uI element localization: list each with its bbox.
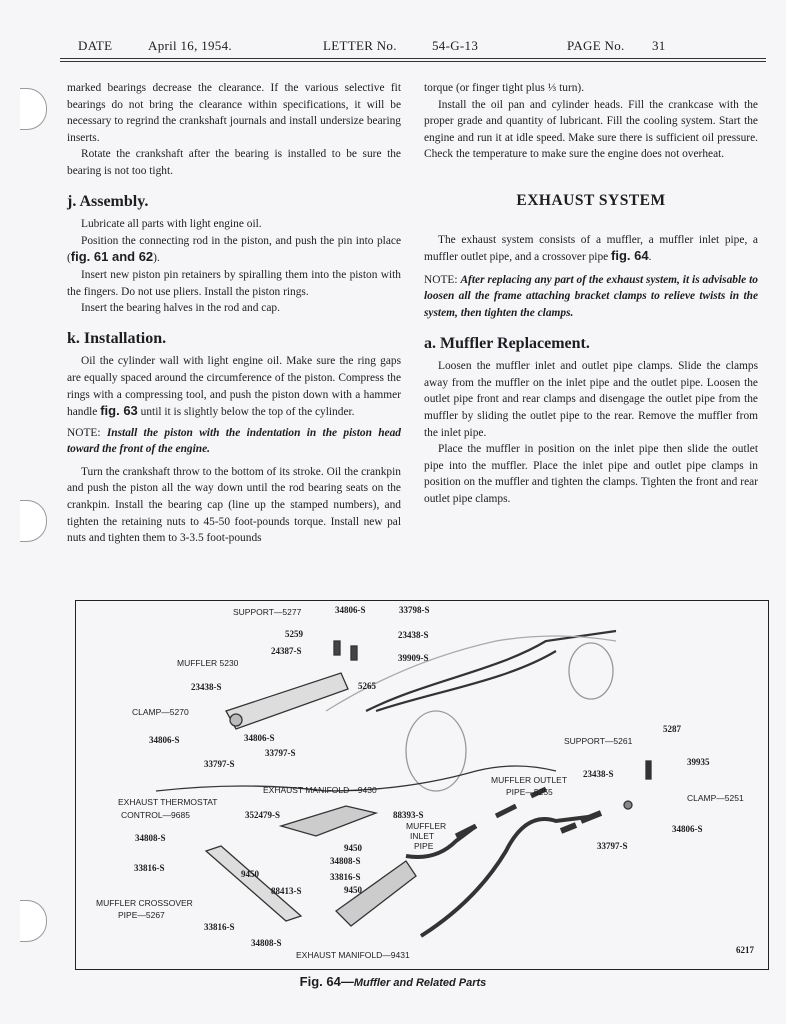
part-label: 34808-S <box>251 938 282 948</box>
paragraph: Rotate the crankshaft after the bearing is installed to be sure the bearing is not too tight. <box>67 148 401 177</box>
part-label: 88393-S <box>393 810 424 820</box>
part-label: SUPPORT—5277 <box>233 607 302 617</box>
part-label: 9450 <box>344 843 362 853</box>
page-value: 31 <box>652 38 666 53</box>
part-label: 33797-S <box>265 748 296 758</box>
note-label: NOTE: <box>424 273 461 286</box>
outlet-pipe-shape <box>421 816 596 936</box>
part-label: MUFFLER OUTLET <box>491 775 568 785</box>
part-label: MUFFLER CROSSOVER <box>96 898 193 908</box>
paragraph <box>67 353 401 420</box>
part-label: 34806-S <box>244 733 275 743</box>
part-label: 39935 <box>687 757 710 767</box>
part-label: 9450 <box>241 869 259 879</box>
part-label: CONTROL—9685 <box>121 810 190 820</box>
part-label: 23438-S <box>191 682 222 692</box>
part-label: 34806-S <box>672 824 703 834</box>
part-label: 33797-S <box>597 841 628 851</box>
punch-hole <box>20 500 47 542</box>
paragraph: Lubricate all parts with light engine oil. <box>81 218 262 231</box>
paragraph: Turn the crankshaft throw to the bottom of its stroke. Oil the crankpin and push the piston all the way down until the rod bearing seats on the crankpin. Install the bearing cap (line up the stamped numbers), and tighten the retaining nuts to 45-50 foot-pounds torque. Install new pal nuts and tighten them to 3-3.5 foot-pounds <box>67 465 401 545</box>
paragraph: Loosen the muffler inlet and outlet pipe clamps. Slide the clamps away from the muffler on the inlet pipe and the outlet pipe. Loosen the outlet pipe front and rear clamps and disengage the outlet pipe from the muffler by sliding the outlet pipe to the rear. Remove the muffler from the inlet pipe. <box>424 360 758 439</box>
part-label: 39909-S <box>398 653 429 663</box>
figure-ref: fig. 61 and 62 <box>70 249 154 265</box>
part-label: 34808-S <box>135 833 166 843</box>
figure-caption <box>0 974 786 989</box>
left-column <box>67 80 401 547</box>
letter-value: 54-G-13 <box>432 38 479 53</box>
paragraph: torque (or finger tight plus ⅓ turn). <box>424 82 585 94</box>
paragraph: Insert new piston pin retainers by spiralling them into the piston with the fingers. Do not use pliers. Install the piston rings. <box>67 268 401 298</box>
text: . <box>648 251 652 264</box>
part-label: 34806-S <box>149 735 180 745</box>
part-label: 9450 <box>344 885 362 895</box>
part-label: SUPPORT—5261 <box>564 736 633 746</box>
letter-label: LETTER No. <box>323 38 397 53</box>
punch-hole <box>20 88 47 130</box>
date-label: DATE <box>78 38 113 53</box>
diagram-number: 6217 <box>736 945 754 955</box>
section-heading: EXHAUST SYSTEM <box>516 191 666 209</box>
text: ). <box>153 252 160 265</box>
right-column <box>424 80 758 507</box>
part-label: MUFFLER 5230 <box>177 658 239 668</box>
caption-title: Muffler and Related Parts <box>353 977 487 989</box>
manifold-9430-shape <box>281 806 376 836</box>
part-label: CLAMP—5251 <box>687 793 744 803</box>
crossover-pipe-shape <box>206 846 301 921</box>
text: Position the connecting rod in the piston, and push the pin into place ( <box>67 234 401 265</box>
text: Oil the cylinder wall with light engine oil. Make sure the ring gaps are equally spaced around the circumference of the piston. Compress the rings with a compressing tool, and push the piston down with a hammer handle <box>67 355 401 419</box>
part-label: 23438-S <box>583 769 614 779</box>
note <box>424 272 758 322</box>
part-label: 23438-S <box>398 630 429 640</box>
figure-ref: fig. 64 <box>611 248 649 264</box>
part-label: PIPE—5255 <box>506 787 553 797</box>
part-label: 33798-S <box>399 605 430 615</box>
part-label: 34806-S <box>335 605 366 615</box>
part-label: 33816-S <box>330 872 361 882</box>
paragraph: Install the oil pan and cylinder heads. Fill the crankcase with the proper grade and quantity of lubricant. Fill the cooling system. Start the engine and run it at idle speed. Make sure there is sufficient oil pressure. Check the temperature to make sure the engine does not overheat. <box>424 98 758 161</box>
part-label: 88413-S <box>271 886 302 896</box>
exhaust-parts-diagram <box>75 600 769 970</box>
part-label: PIPE <box>414 841 434 851</box>
part-label: INLET <box>410 831 435 841</box>
part-label: 5287 <box>663 724 681 734</box>
paragraph: Insert the bearing halves in the rod and cap. <box>81 302 280 315</box>
part-label: 352479-S <box>245 810 281 820</box>
note-text: After replacing any part of the exhaust system, it is advisable to loosen all the frame attaching bracket clamps to relieve twists in the system, then tighten the clamps. <box>424 273 758 319</box>
part-label: EXHAUST THERMOSTAT <box>118 797 218 807</box>
paragraph: marked bearings decrease the clearance. If the various selective fit bearings do not bring the clearance within specifications, it will be necessary to regrind the crankshaft journals and install undersize bearing inserts. <box>67 82 401 144</box>
part-label: 33816-S <box>204 922 235 932</box>
date-value: April 16, 1954. <box>148 38 232 53</box>
note <box>67 425 401 458</box>
part-label: MUFFLER <box>406 821 447 831</box>
section-heading: j. Assembly. <box>67 192 149 210</box>
part-label: EXHAUST MANIFOLD—9430 <box>263 785 377 795</box>
section-heading: k. Installation. <box>67 329 167 347</box>
part-label: 5265 <box>358 681 376 691</box>
paragraph <box>424 232 758 266</box>
part-label: 34808-S <box>330 856 361 866</box>
paragraph: Place the muffler in position on the inlet pipe then slide the outlet pipe into the muffler. Place the inlet pipe and outlet pipe clamps in position on the muffler and tighten the clamps. Tighten the front and rear outlet pipe clamps. <box>424 443 758 505</box>
paragraph <box>67 233 401 267</box>
punch-hole <box>20 900 47 942</box>
page-label: PAGE No. <box>567 38 625 53</box>
part-label: 33816-S <box>134 863 165 873</box>
part-label: 33797-S <box>204 759 235 769</box>
text: until it is slightly below the top of the cylinder. <box>137 406 355 419</box>
part-label: CLAMP—5270 <box>132 707 189 717</box>
caption-fig: Fig. 64— <box>299 974 354 989</box>
part-label: 24387-S <box>271 646 302 656</box>
part-label: PIPE—5267 <box>118 910 165 920</box>
muffler-shape <box>226 673 348 729</box>
text: The exhaust system consists of a muffler, a muffler inlet pipe, a muffler outlet pipe, and a crossover pipe <box>424 233 758 264</box>
note-label: NOTE: <box>67 426 107 439</box>
section-heading: a. Muffler Replacement. <box>424 334 590 352</box>
figure-ref: fig. 63 <box>100 403 138 419</box>
part-label: 5259 <box>285 629 303 639</box>
header-rule <box>60 58 766 59</box>
note-text: Install the piston with the indentation in the piston head toward the front of the engine. <box>67 426 401 456</box>
part-label: EXHAUST MANIFOLD—9431 <box>296 950 410 960</box>
header-rule <box>60 61 766 62</box>
